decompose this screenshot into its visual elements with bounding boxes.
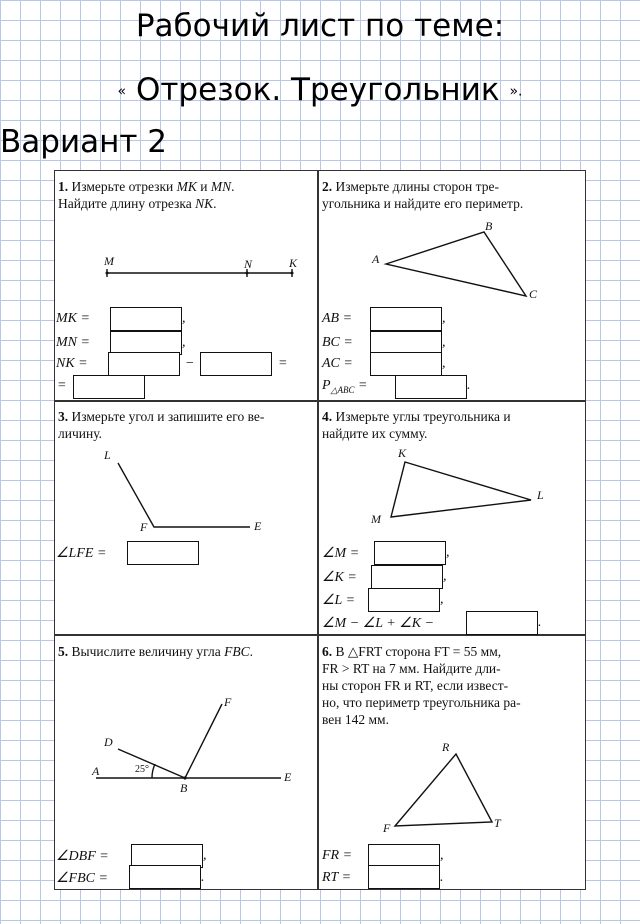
point-f: F: [383, 821, 391, 835]
comma: ,: [440, 592, 444, 607]
period: .: [440, 870, 444, 885]
label-ac: AC =: [322, 356, 353, 371]
ray-bf: [185, 704, 222, 778]
point-l: L: [104, 448, 111, 462]
point-e: E: [254, 519, 262, 533]
label-angle-lfe: ∠LFE =: [56, 546, 107, 561]
period: .: [538, 615, 542, 630]
label-angle-dbf: ∠DBF =: [56, 849, 109, 864]
point-f: F: [224, 695, 232, 709]
task3-text: 3. Измерьте угол и запишите его ве- личину.: [58, 409, 265, 441]
point-b: B: [180, 781, 188, 795]
label-ab: AB =: [322, 311, 353, 326]
label-angle-l: ∠L =: [322, 593, 356, 608]
comma: ,: [446, 545, 450, 560]
point-a: A: [372, 252, 380, 266]
answer-box-ab[interactable]: [370, 307, 442, 331]
comma: ,: [440, 848, 444, 863]
point-e: E: [284, 770, 292, 784]
label-fr: FR =: [322, 848, 353, 863]
comma: ,: [443, 569, 447, 584]
point-f: F: [140, 520, 148, 534]
period: .: [467, 378, 471, 393]
angle-lfe: [118, 463, 250, 527]
answer-box-perimeter[interactable]: [395, 375, 467, 399]
task5-text: 5. Вычислите величину угла FBC.: [58, 644, 254, 659]
ray-bd: [118, 749, 185, 778]
answer-box-angle-sum[interactable]: [466, 611, 538, 635]
answer-box-angle-m[interactable]: [374, 541, 446, 565]
point-k: K: [398, 446, 407, 460]
task2-text: 2. Измерьте длины сторон тре- угольника и найдите его периметр.: [322, 179, 524, 211]
answer-box-angle-k[interactable]: [371, 565, 443, 589]
quote-open: «: [117, 83, 127, 100]
label-perimeter: $P_{\triangle ABC}$ =: [322, 378, 368, 395]
point-b: B: [485, 219, 493, 233]
label-bc: BC =: [322, 335, 353, 350]
triangle-frt: [395, 754, 492, 826]
label-mk: MK =: [56, 311, 90, 326]
worksheet-title: Рабочий лист по теме:: [135, 8, 505, 44]
answer-box-mk[interactable]: [110, 307, 182, 331]
answer-box-nk-result[interactable]: [73, 375, 145, 399]
equals-sign: =: [278, 356, 288, 371]
task6-text: 6. В △FRT сторона FT = 55 мм, FR > RT на 7 мм. Найдите дли- ны сторон FR и RT, если извест- но, что периметр треугольника ра- вен 142 мм.: [322, 644, 521, 727]
point-n: N: [244, 257, 253, 271]
answer-box-nk-1[interactable]: [108, 352, 180, 376]
comma: ,: [442, 311, 446, 326]
point-m: M: [104, 254, 114, 268]
angle-arc-25: [152, 764, 155, 778]
comma: ,: [182, 335, 186, 350]
quote-close: ».: [509, 83, 523, 100]
task1-text: 1. Измерьте отрезки MK и MN. Найдите длину отрезка NK.: [58, 179, 235, 211]
answer-box-fbc[interactable]: [129, 865, 201, 889]
answer-box-nk-2[interactable]: [200, 352, 272, 376]
angle-value-label: 25°: [135, 764, 149, 775]
point-t: T: [494, 816, 501, 830]
variant-label: Вариант 2: [0, 124, 167, 160]
equals-sign: =: [57, 378, 67, 393]
label-mn: MN =: [56, 335, 90, 350]
point-k: K: [289, 256, 298, 270]
comma: ,: [442, 356, 446, 371]
label-angle-m: ∠M =: [322, 546, 360, 561]
label-angle-k: ∠K =: [322, 570, 357, 585]
point-m: M: [371, 512, 381, 526]
comma: ,: [182, 311, 186, 326]
point-c: C: [529, 287, 538, 301]
period: .: [201, 870, 205, 885]
triangle-klm: [391, 462, 531, 517]
label-rt: RT =: [322, 870, 352, 885]
comma: ,: [442, 335, 446, 350]
point-d: D: [104, 735, 113, 749]
label-angle-sum: ∠M − ∠L + ∠K −: [322, 616, 435, 631]
triangle-abc: [386, 232, 526, 296]
minus-sign: −: [185, 356, 195, 371]
point-l: L: [537, 488, 544, 502]
answer-box-lfe[interactable]: [127, 541, 199, 565]
answer-box-ac[interactable]: [370, 352, 442, 376]
label-nk: NK =: [56, 356, 88, 371]
answer-box-rt[interactable]: [368, 865, 440, 889]
label-angle-fbc: ∠FBC =: [56, 871, 108, 886]
task4-text: 4. Измерьте углы треугольника и найдите их сумму.: [322, 409, 511, 441]
point-r: R: [442, 740, 450, 754]
comma: ,: [203, 848, 207, 863]
point-a: A: [92, 764, 100, 778]
topic-text: Отрезок. Треугольник: [135, 72, 500, 108]
answer-box-angle-l[interactable]: [368, 588, 440, 612]
